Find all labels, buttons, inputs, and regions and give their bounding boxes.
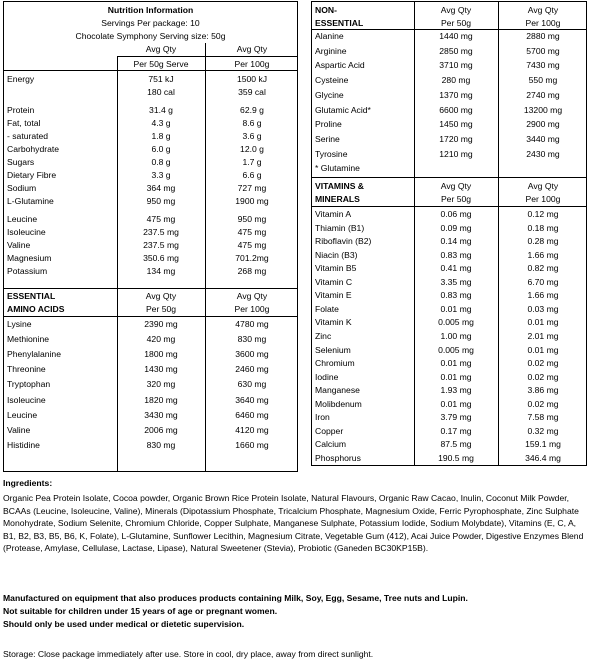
row-value-per-serve: 1430 mg bbox=[144, 364, 178, 375]
table-row bbox=[312, 385, 586, 398]
row-value-per-100g: 159.1 mg bbox=[525, 439, 561, 450]
row-label: Iodine bbox=[315, 371, 339, 382]
row-value-per-serve: 350.6 mg bbox=[143, 253, 179, 263]
row-value-per-100g: 701.2mg bbox=[235, 253, 269, 263]
row-value-per-100g: 268 mg bbox=[237, 266, 267, 276]
row-value-per-serve: 2850 mg bbox=[439, 45, 473, 56]
col1-sub: Per 50g Serve bbox=[133, 59, 189, 69]
row-label: Vitamin A bbox=[315, 209, 352, 219]
table-row bbox=[4, 349, 297, 362]
table-row bbox=[4, 131, 297, 144]
row-value-per-serve: 31.4 g bbox=[149, 105, 173, 115]
row-value-per-serve: 1720 mg bbox=[439, 133, 473, 144]
row-value-per-100g: 0.32 mg bbox=[527, 425, 559, 436]
row-value-per-serve: 1800 mg bbox=[144, 349, 178, 360]
row-value-per-100g: 0.18 mg bbox=[527, 222, 559, 233]
row-value-per-serve: 830 mg bbox=[146, 439, 176, 450]
row-label: Phosphorus bbox=[315, 452, 361, 463]
table-row bbox=[312, 134, 586, 147]
table-row bbox=[4, 74, 297, 87]
table-row bbox=[312, 331, 586, 344]
col2-head: Avg Qty bbox=[236, 44, 268, 54]
table-row bbox=[312, 317, 586, 330]
amino-head2: AMINO ACIDS bbox=[7, 304, 65, 314]
row-value-per-100g: 0.01 mg bbox=[527, 344, 559, 355]
row-label: Thiamin (B1) bbox=[315, 222, 365, 233]
table-row bbox=[312, 90, 586, 103]
row-label: - saturated bbox=[7, 131, 49, 141]
divider bbox=[312, 177, 586, 178]
table-row bbox=[4, 183, 297, 196]
table-row bbox=[4, 266, 297, 279]
table-row bbox=[312, 60, 586, 73]
row-value-per-serve: 950 mg bbox=[146, 196, 176, 206]
row-value-per-100g: 4120 mg bbox=[235, 424, 269, 435]
row-label: Arginine bbox=[315, 45, 347, 56]
row-label: Methionine bbox=[7, 334, 50, 345]
row-value-per-100g: 13200 mg bbox=[523, 104, 563, 115]
row-value-per-100g: 2900 mg bbox=[526, 119, 560, 130]
table-row bbox=[4, 157, 297, 170]
table-row bbox=[312, 426, 586, 439]
row-value-per-serve: 180 cal bbox=[147, 87, 175, 97]
row-value-per-100g: 0.03 mg bbox=[527, 303, 559, 314]
row-label: Energy bbox=[7, 74, 35, 84]
row-value-per-100g: 346.4 mg bbox=[525, 452, 561, 463]
r-col2-sub: Per 100g bbox=[525, 18, 561, 28]
row-value-per-serve: 3.35 mg bbox=[440, 276, 472, 287]
r-col1-sub: Per 50g bbox=[440, 18, 472, 28]
row-label: Selenium bbox=[315, 344, 351, 355]
divider bbox=[312, 29, 586, 30]
row-value-per-serve: 2006 mg bbox=[144, 424, 178, 435]
row-value-per-serve: 237.5 mg bbox=[143, 240, 179, 250]
row-value-per-serve: 3.79 mg bbox=[440, 412, 472, 423]
row-value-per-100g: 6.70 mg bbox=[527, 276, 559, 287]
row-label: Aspartic Acid bbox=[315, 60, 365, 71]
row-value-per-serve: 0.01 mg bbox=[440, 371, 472, 382]
table-row bbox=[312, 223, 586, 236]
row-label: Valine bbox=[7, 240, 31, 250]
row-label: Vitamin C bbox=[315, 276, 353, 287]
row-label: Protein bbox=[7, 105, 35, 115]
serving-size: Chocolate Symphony Serving size: 50g bbox=[75, 31, 226, 41]
row-label: Manganese bbox=[315, 385, 360, 396]
row-value-per-serve: 1.93 mg bbox=[440, 385, 472, 396]
table-row bbox=[312, 399, 586, 412]
row-value-per-100g: 1660 mg bbox=[235, 439, 269, 450]
row-value-per-100g: 2.01 mg bbox=[527, 330, 559, 341]
row-label: Serine bbox=[315, 133, 340, 144]
table-row bbox=[4, 144, 297, 157]
table-row bbox=[4, 170, 297, 183]
row-value-per-100g: 3440 mg bbox=[526, 133, 560, 144]
table-row bbox=[4, 87, 297, 100]
row-label: Riboflavin (B2) bbox=[315, 236, 372, 247]
row-value-per-serve: 0.83 mg bbox=[440, 290, 472, 301]
row-value-per-serve: 751 kJ bbox=[148, 74, 174, 84]
row-value-per-serve: 0.06 mg bbox=[440, 209, 472, 219]
row-value-per-100g: 359 cal bbox=[238, 87, 266, 97]
row-value-per-100g: 62.9 g bbox=[240, 105, 264, 115]
nonessential-head2: ESSENTIAL bbox=[315, 18, 364, 28]
row-label: Cysteine bbox=[315, 75, 349, 86]
row-value-per-serve: 1210 mg bbox=[439, 148, 473, 159]
row-label: Lysine bbox=[7, 319, 32, 329]
row-value-per-serve: 0.83 mg bbox=[440, 249, 472, 260]
row-value-per-100g: 3640 mg bbox=[235, 394, 269, 405]
table-row bbox=[312, 149, 586, 162]
row-label: Vitamin E bbox=[315, 290, 352, 301]
row-value-per-100g: 1.7 g bbox=[242, 157, 262, 167]
row-value-per-100g: 0.02 mg bbox=[527, 358, 559, 369]
row-value-per-100g: 2740 mg bbox=[526, 89, 560, 100]
row-label: Magnesium bbox=[7, 253, 52, 263]
row-value-per-100g: 630 mg bbox=[237, 379, 267, 390]
nutrition-info-table bbox=[3, 1, 298, 472]
divider bbox=[117, 56, 297, 57]
table-row bbox=[4, 395, 297, 408]
row-label: Alanine bbox=[315, 31, 344, 41]
row-value-per-serve: 0.01 mg bbox=[440, 398, 472, 409]
table-row bbox=[312, 277, 586, 290]
row-value-per-serve: 0.01 mg bbox=[440, 358, 472, 369]
row-value-per-100g: 3.86 mg bbox=[527, 385, 559, 396]
table-row bbox=[4, 105, 297, 118]
table-row bbox=[312, 250, 586, 263]
row-label: Isoleucine bbox=[7, 394, 46, 405]
row-label: Chromium bbox=[315, 358, 355, 369]
row-value-per-100g: 475 mg bbox=[237, 227, 267, 237]
row-value-per-100g: 0.02 mg bbox=[527, 398, 559, 409]
table-row bbox=[4, 240, 297, 253]
table-row bbox=[312, 119, 586, 132]
row-value-per-100g: 830 mg bbox=[237, 334, 267, 345]
row-label: Sugars bbox=[7, 157, 35, 167]
table-row bbox=[312, 358, 586, 371]
row-value-per-100g: 1500 kJ bbox=[236, 74, 268, 84]
table-row bbox=[312, 263, 586, 276]
row-value-per-serve: 6600 mg bbox=[439, 104, 473, 115]
row-label: Vitamin K bbox=[315, 317, 352, 328]
row-value-per-serve: 0.09 mg bbox=[440, 222, 472, 233]
row-value-per-100g: 0.01 mg bbox=[527, 317, 559, 328]
table-row bbox=[4, 319, 297, 332]
col-divider bbox=[205, 43, 206, 471]
row-value-per-100g: 6.6 g bbox=[242, 170, 262, 180]
table-row bbox=[312, 304, 586, 317]
row-label: Folate bbox=[315, 303, 339, 314]
table-row bbox=[312, 290, 586, 303]
row-value-per-100g: 950 mg bbox=[237, 214, 267, 224]
row-value-per-serve: 1440 mg bbox=[439, 31, 473, 41]
row-value-per-serve: 0.005 mg bbox=[438, 317, 474, 328]
ingredients-text: Organic Pea Protein Isolate, Cocoa powder, Organic Brown Rice Protein Isolate, Natural Flavours, Organic Raw Cacao, Inulin, Coconut Milk Powder, BCAAs (Leucine, Isoleucine, Valine), Minerals (Dipotassium Phosphate, Tricalcium Phosphate, Magnesium Oxide, Ferric Pyrophosphate, Zinc Sulphate Monohydrate, Sodium Selenite, Chromium Chloride, Copper Sulphate, Manganese Sulphate, Potassium Iodide, Sodium Molybdate), Vitamins (E, C, A, B1, B2, B3, B5, B6, K, Folate), L-Glutamine, Sunflower Lecithin, Magnesium Citrate, Vegetable Gum (412), Acai Juice Powder, Digestive Enzymes Blend (Protease, Amylase, Cellulase, Lactase, Lipase), Natural Sweetener (Stevia), Probiotic (Ganeden BC30KP15B). bbox=[3, 493, 584, 553]
row-value-per-serve: 320 mg bbox=[146, 379, 176, 390]
table-row bbox=[312, 236, 586, 249]
col-divider bbox=[117, 56, 118, 471]
amino-col1-sub: Per 50g bbox=[145, 304, 177, 314]
table-row bbox=[312, 412, 586, 425]
col-divider bbox=[498, 2, 499, 465]
row-value-per-serve: 0.14 mg bbox=[440, 236, 472, 247]
vit-head1: VITAMINS & bbox=[315, 181, 365, 191]
row-label: Niacin (B3) bbox=[315, 249, 358, 260]
row-value-per-serve: 134 mg bbox=[146, 266, 176, 276]
row-label: Proline bbox=[315, 119, 342, 130]
storage-instructions: Storage: Close package immediately after use. Store in cool, dry place, away from direct sunlight. bbox=[3, 649, 374, 659]
row-value-per-100g: 2430 mg bbox=[526, 148, 560, 159]
table-row bbox=[4, 440, 297, 453]
col1-head: Avg Qty bbox=[145, 44, 177, 54]
row-value-per-serve: 0.41 mg bbox=[440, 263, 472, 274]
table-row bbox=[4, 334, 297, 347]
row-label: Glutamic Acid* bbox=[315, 104, 371, 115]
vit-col2-head: Avg Qty bbox=[527, 181, 559, 191]
row-value-per-serve: 420 mg bbox=[146, 334, 176, 345]
row-label: * Glutamine bbox=[315, 163, 360, 174]
table-row bbox=[4, 379, 297, 392]
row-label: Tryptophan bbox=[7, 379, 51, 390]
row-label: Leucine bbox=[7, 214, 38, 224]
table-row bbox=[4, 227, 297, 240]
row-label: Carbohydrate bbox=[7, 144, 60, 154]
row-value-per-100g: 475 mg bbox=[237, 240, 267, 250]
divider bbox=[4, 316, 297, 317]
divider bbox=[4, 70, 297, 71]
supervision-warning: Should only be used under medical or dietetic supervision. bbox=[3, 619, 245, 629]
table-row bbox=[312, 31, 586, 44]
row-label: Iron bbox=[315, 412, 330, 423]
row-value-per-100g: 7.58 mg bbox=[527, 412, 559, 423]
amino-col2-sub: Per 100g bbox=[234, 304, 270, 314]
table-row bbox=[4, 196, 297, 209]
row-label: Histidine bbox=[7, 439, 40, 450]
row-value-per-serve: 1.8 g bbox=[151, 131, 171, 141]
row-label: Calcium bbox=[315, 439, 347, 450]
row-value-per-100g: 4780 mg bbox=[235, 319, 269, 329]
row-label: Threonine bbox=[7, 364, 46, 375]
r-col1-head: Avg Qty bbox=[440, 5, 472, 15]
vit-col1-sub: Per 50g bbox=[440, 194, 472, 204]
vit-col1-head: Avg Qty bbox=[440, 181, 472, 191]
row-label: Molibdenum bbox=[315, 398, 362, 409]
vit-head2: MINERALS bbox=[315, 194, 360, 204]
row-value-per-serve: 87.5 mg bbox=[440, 439, 472, 450]
row-value-per-100g: 1.66 mg bbox=[527, 249, 559, 260]
row-value-per-serve: 0.17 mg bbox=[440, 425, 472, 436]
row-value-per-serve: 190.5 mg bbox=[438, 452, 474, 463]
row-value-per-serve: 475 mg bbox=[146, 214, 176, 224]
row-value-per-100g: 8.6 g bbox=[242, 118, 262, 128]
table-row bbox=[312, 209, 586, 222]
table-row bbox=[4, 118, 297, 131]
amino-col1-head: Avg Qty bbox=[145, 291, 177, 301]
row-label: Sodium bbox=[7, 183, 37, 193]
table-row bbox=[312, 453, 586, 466]
row-value-per-100g: 727 mg bbox=[237, 183, 267, 193]
row-value-per-100g: 2460 mg bbox=[235, 364, 269, 375]
nonessential-head1: NON- bbox=[315, 5, 337, 15]
table-row bbox=[312, 163, 586, 176]
row-label: Phenylalanine bbox=[7, 349, 61, 360]
row-label: L-Glutamine bbox=[7, 196, 54, 206]
row-value-per-serve: 1820 mg bbox=[144, 394, 178, 405]
age-warning: Not suitable for children under 15 years of age or pregnant women. bbox=[3, 606, 278, 616]
col2-sub: Per 100g bbox=[234, 59, 270, 69]
table-row bbox=[312, 345, 586, 358]
row-value-per-serve: 280 mg bbox=[441, 75, 471, 86]
allergen-warning: Manufactured on equipment that also produces products containing Milk, Soy, Egg, Sesame, Tree nuts and Lupin. bbox=[3, 593, 468, 603]
row-value-per-100g: 5700 mg bbox=[526, 45, 560, 56]
row-value-per-serve: 0.005 mg bbox=[438, 344, 474, 355]
row-value-per-100g: 1900 mg bbox=[235, 196, 269, 206]
table-row bbox=[4, 425, 297, 438]
row-value-per-100g: 550 mg bbox=[528, 75, 558, 86]
row-value-per-100g: 1.66 mg bbox=[527, 290, 559, 301]
row-label: Tyrosine bbox=[315, 148, 348, 159]
row-value-per-100g: 6460 mg bbox=[235, 409, 269, 420]
row-value-per-serve: 3710 mg bbox=[439, 60, 473, 71]
table-row bbox=[312, 75, 586, 88]
col-divider bbox=[414, 2, 415, 465]
row-value-per-100g: 7430 mg bbox=[526, 60, 560, 71]
row-label: Fat, total bbox=[7, 118, 41, 128]
row-value-per-serve: 237.5 mg bbox=[143, 227, 179, 237]
row-value-per-serve: 3430 mg bbox=[144, 409, 178, 420]
table-row bbox=[312, 372, 586, 385]
amino-head: ESSENTIAL bbox=[7, 291, 56, 301]
row-value-per-serve: 3.3 g bbox=[151, 170, 171, 180]
vit-col2-sub: Per 100g bbox=[525, 194, 561, 204]
row-label: Vitamin B5 bbox=[315, 263, 357, 274]
row-value-per-100g: 0.28 mg bbox=[527, 236, 559, 247]
row-value-per-100g: 0.12 mg bbox=[527, 209, 559, 219]
row-value-per-serve: 2390 mg bbox=[144, 319, 178, 329]
r-col2-head: Avg Qty bbox=[527, 5, 559, 15]
row-value-per-serve: 0.01 mg bbox=[440, 303, 472, 314]
amino-col2-head: Avg Qty bbox=[236, 291, 268, 301]
row-value-per-serve: 1450 mg bbox=[439, 119, 473, 130]
table-row bbox=[4, 214, 297, 227]
table-row bbox=[312, 46, 586, 59]
amino-vitamin-table bbox=[311, 1, 587, 466]
table-row bbox=[4, 364, 297, 377]
row-value-per-100g: 3600 mg bbox=[235, 349, 269, 360]
servings-per-package: Servings Per package: 10 bbox=[101, 18, 200, 28]
table-row bbox=[4, 253, 297, 266]
table-title: Nutrition Information bbox=[107, 5, 194, 15]
row-label: Leucine bbox=[7, 409, 38, 420]
row-label: Zinc bbox=[315, 330, 332, 341]
row-value-per-100g: 0.02 mg bbox=[527, 371, 559, 382]
row-value-per-serve: 4.3 g bbox=[151, 118, 171, 128]
ingredients-title: Ingredients: bbox=[3, 478, 53, 488]
divider bbox=[4, 288, 297, 289]
row-label: Glycine bbox=[315, 89, 344, 100]
table-row bbox=[4, 410, 297, 423]
row-value-per-serve: 364 mg bbox=[146, 183, 176, 193]
row-label: Copper bbox=[315, 425, 344, 436]
row-value-per-100g: 12.0 g bbox=[240, 144, 264, 154]
row-value-per-serve: 1.00 mg bbox=[440, 330, 472, 341]
row-value-per-100g: 2880 mg bbox=[526, 31, 560, 41]
row-value-per-100g: 0.82 mg bbox=[527, 263, 559, 274]
row-value-per-serve: 6.0 g bbox=[151, 144, 171, 154]
row-label: Isoleucine bbox=[7, 227, 46, 237]
row-label: Valine bbox=[7, 424, 31, 435]
row-value-per-100g: 3.6 g bbox=[242, 131, 262, 141]
row-label: Dietary Fibre bbox=[7, 170, 57, 180]
divider bbox=[312, 206, 586, 207]
row-label: Potassium bbox=[7, 266, 48, 276]
table-row bbox=[312, 105, 586, 118]
row-value-per-serve: 1370 mg bbox=[439, 89, 473, 100]
table-row bbox=[312, 439, 586, 452]
row-value-per-serve: 0.8 g bbox=[151, 157, 171, 167]
